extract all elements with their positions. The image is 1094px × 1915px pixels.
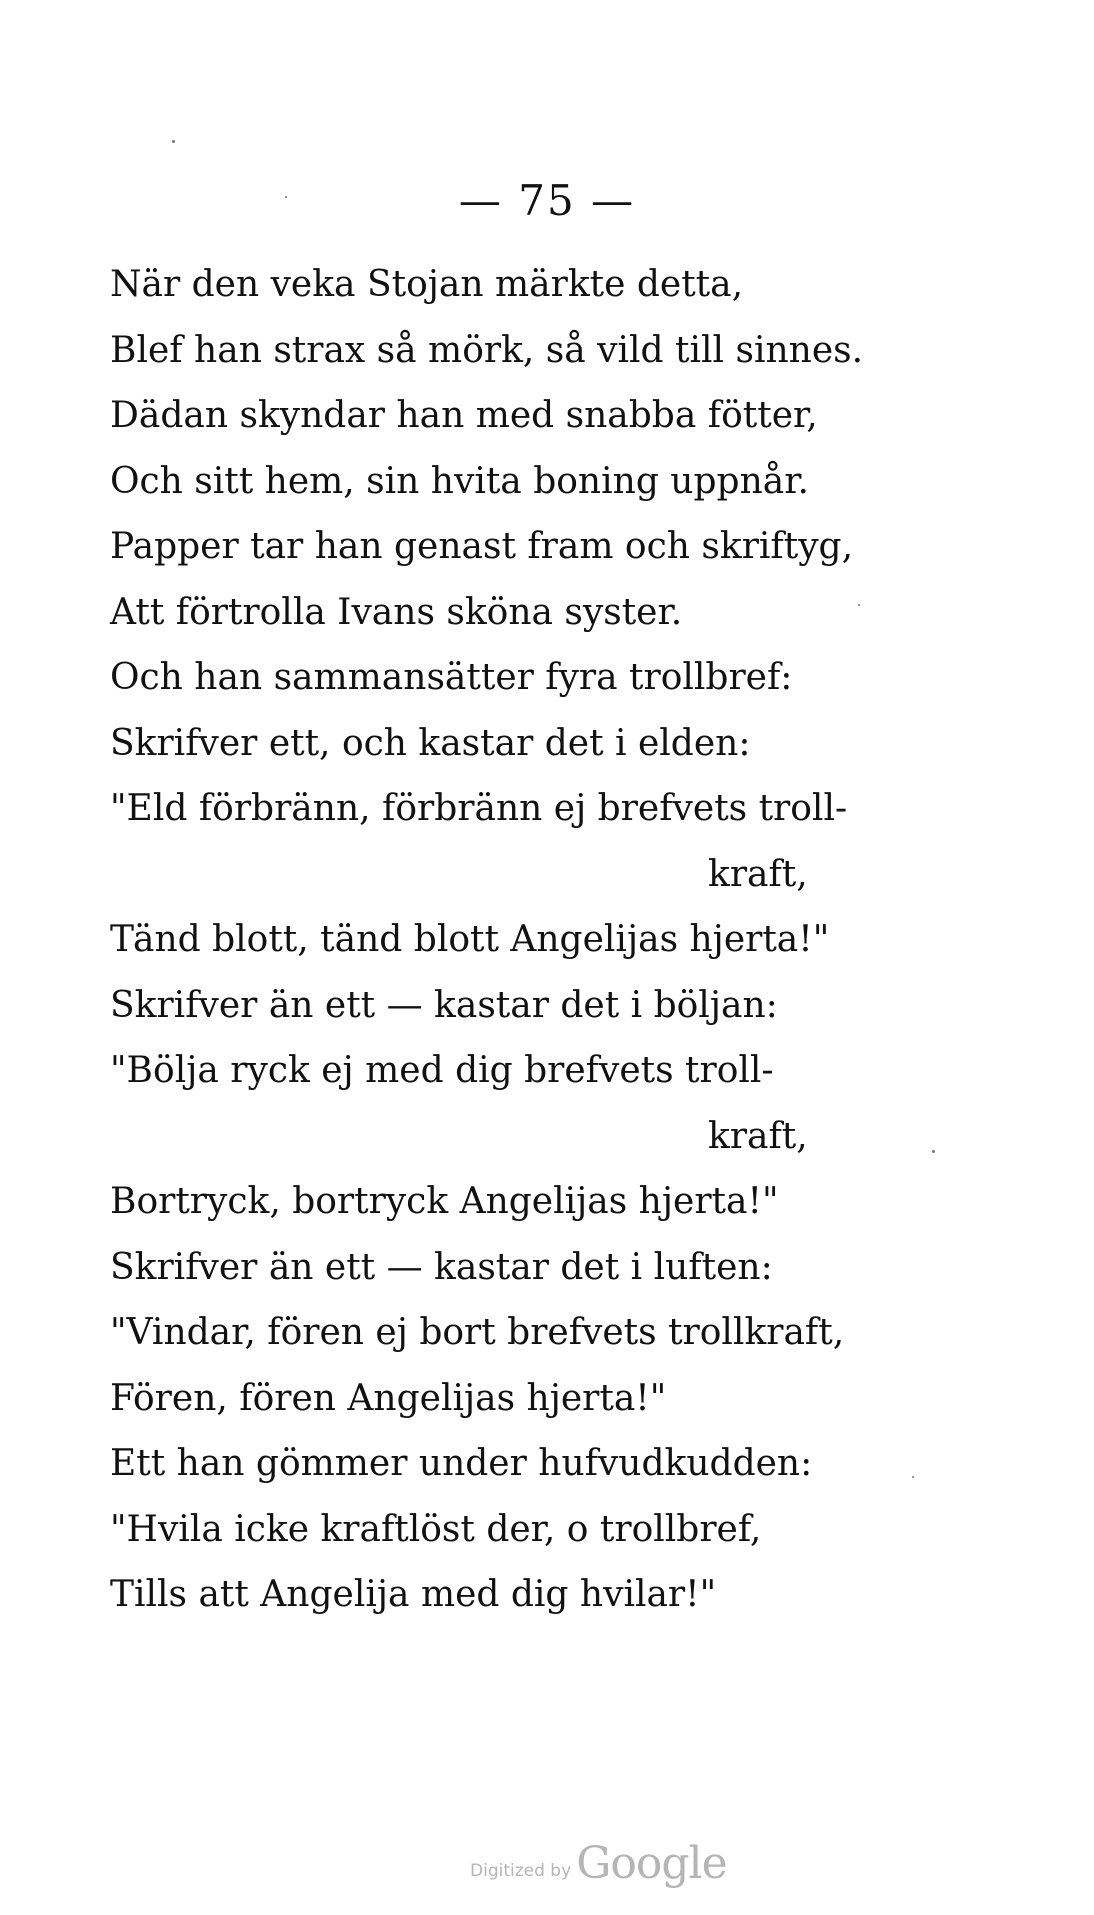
poem-line: Papper tar han genast fram och skriftyg,: [110, 526, 854, 567]
poem-line: Skrifver ett, och kastar det i elden:: [110, 722, 751, 764]
digitized-label: Digitized by: [470, 1861, 572, 1881]
google-wordmark: Google: [576, 1838, 727, 1889]
poem-line: Och han sammansätter fyra trollbref:: [110, 657, 793, 698]
poem-line: Blef han strax så mörk, så vild till sinnes.: [110, 329, 864, 371]
poem-line: Fören, fören Angelijas hjerta!": [110, 1377, 667, 1419]
poem-line: Bortryck, bortryck Angelijas hjerta!": [110, 1181, 779, 1222]
poem-line: Tills att Angelija med dig hvilar!": [110, 1574, 717, 1615]
poem-line-continuation: kraft,: [708, 853, 808, 895]
poem-line: "Hvila icke kraftlöst der, o trollbref,: [110, 1508, 762, 1550]
poem-line: Ett han gömmer under hufvudkudden:: [110, 1443, 813, 1484]
ink-speck: [172, 140, 175, 143]
poem-line: Tänd blott, tänd blott Angelijas hjerta!": [110, 919, 830, 960]
poem-text: [110, 252, 1010, 1628]
poem-line: När den veka Stojan märkte detta,: [110, 264, 744, 305]
page-number: — 75 —: [458, 176, 636, 225]
digitized-watermark: [470, 1838, 730, 1888]
poem-line: Och sitt hem, sin hvita boning uppnår.: [110, 460, 809, 502]
poem-line: "Vindar, fören ej bort brefvets trollkraft,: [110, 1312, 845, 1353]
poem-line: Dädan skyndar han med snabba fötter,: [110, 395, 818, 436]
poem-line-continuation: kraft,: [708, 1115, 808, 1157]
poem-line: Skrifver än ett — kastar det i luften:: [110, 1246, 773, 1288]
poem-line: "Bölja ryck ej med dig brefvets troll-: [110, 1050, 774, 1091]
poem-line: Skrifver än ett — kastar det i böljan:: [110, 984, 778, 1026]
poem-line: "Eld förbränn, förbränn ej brefvets troll-: [110, 788, 848, 829]
poem-line: Att förtrolla Ivans sköna syster.: [110, 591, 683, 633]
